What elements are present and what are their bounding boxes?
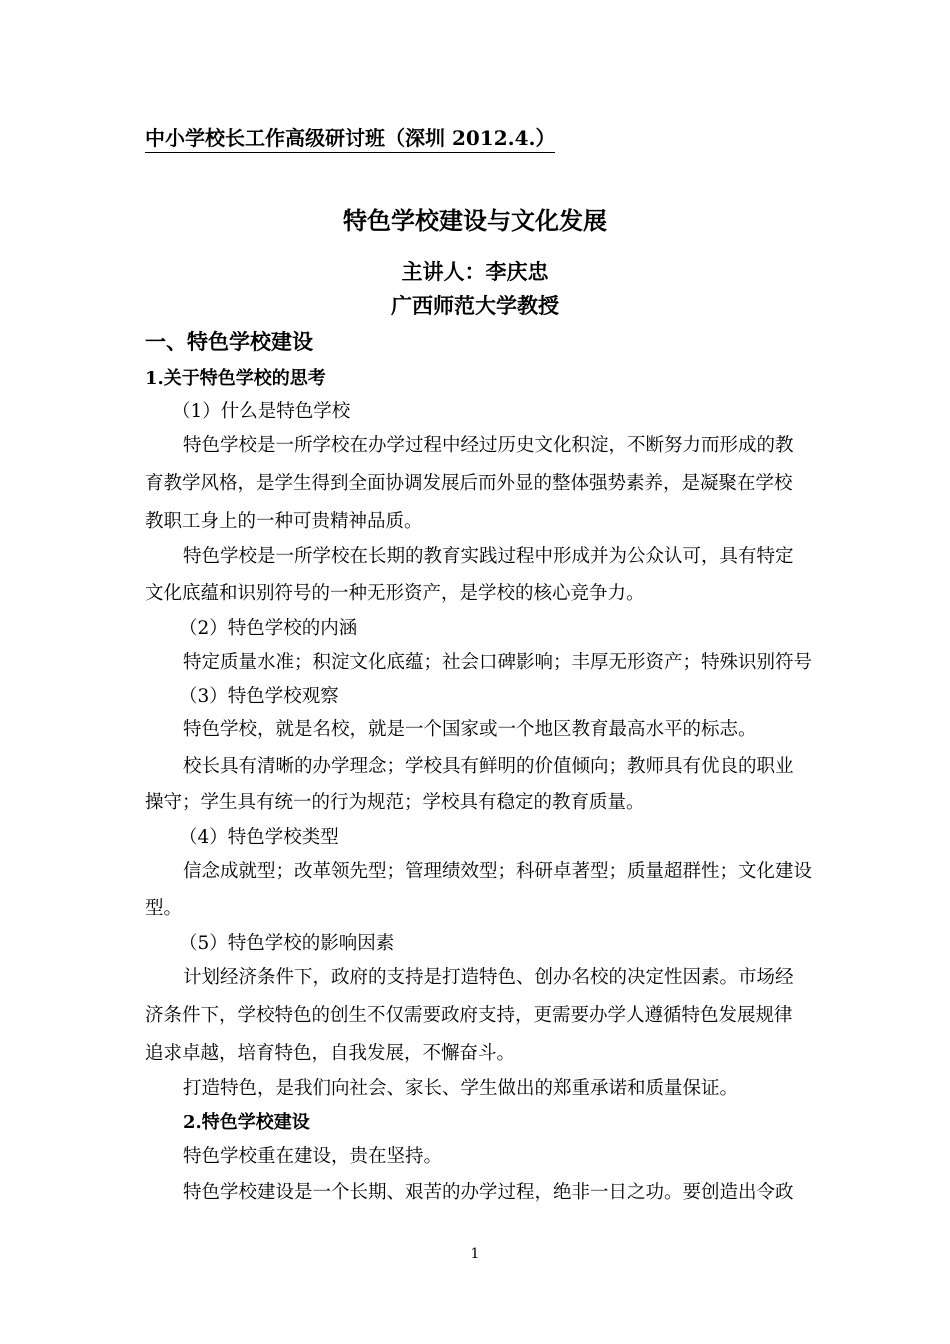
subsection-heading-2: 2.特色学校建设	[183, 1112, 310, 1133]
paragraph-7-line-1: 计划经济条件下，政府的支持是打造特色、创办名校的决定性因素。市场经	[183, 967, 794, 988]
subsection-heading-1: 1.关于特色学校的思考	[145, 368, 326, 389]
speaker-line: 主讲人：李庆忠	[401, 259, 549, 284]
item-heading-2: （2）特色学校的内涵	[179, 618, 358, 639]
paragraph-6-line-1: 信念成就型；改革领先型；管理绩效型；科研卓著型；质量超群性；文化建设	[183, 861, 813, 882]
item-heading-3: （3）特色学校观察	[179, 686, 339, 707]
paragraph-4: 特色学校，就是名校，就是一个国家或一个地区教育最高水平的标志。	[183, 719, 757, 740]
section-heading-1: 一、特色学校建设	[145, 329, 313, 354]
paragraph-1-line-2: 育教学风格，是学生得到全面协调发展后而外显的整体强势素养，是凝聚在学校	[145, 473, 793, 494]
affiliation-line: 广西师范大学教授	[391, 293, 559, 318]
document-title: 特色学校建设与文化发展	[343, 206, 607, 235]
item-heading-4: （4）特色学校类型	[179, 827, 339, 848]
paragraph-2-line-1: 特色学校是一所学校在长期的教育实践过程中形成并为公众认可，具有特定	[183, 546, 794, 567]
paragraph-5-line-1: 校长具有清晰的办学理念；学校具有鲜明的价值倾向；教师具有优良的职业	[183, 756, 794, 777]
seminar-header: 中小学校长工作高级研讨班（深圳 2012.4.）	[145, 126, 555, 153]
paragraph-3: 特定质量水准；积淀文化底蕴；社会口碑影响；丰厚无形资产；特殊识别符号	[183, 652, 813, 673]
item-heading-1: （1）什么是特色学校	[172, 401, 351, 422]
paragraph-6-line-2: 型。	[145, 898, 183, 919]
item-heading-5: （5）特色学校的影响因素	[179, 933, 395, 954]
paragraph-8: 打造特色，是我们向社会、家长、学生做出的郑重承诺和质量保证。	[183, 1078, 739, 1099]
paragraph-5-line-2: 操守；学生具有统一的行为规范；学校具有稳定的教育质量。	[145, 792, 645, 813]
paragraph-7-line-3: 追求卓越，培育特色，自我发展，不懈奋斗。	[145, 1043, 516, 1064]
paragraph-9: 特色学校重在建设，贵在坚持。	[183, 1146, 443, 1167]
paragraph-10: 特色学校建设是一个长期、艰苦的办学过程，绝非一日之功。要创造出令政	[183, 1182, 794, 1203]
page-number: 1	[470, 1246, 480, 1262]
paragraph-2-line-2: 文化底蕴和识别符号的一种无形资产，是学校的核心竞争力。	[145, 583, 645, 604]
paragraph-7-line-2: 济条件下，学校特色的创生不仅需要政府支持，更需要办学人遵循特色发展规律	[145, 1005, 793, 1026]
paragraph-1-line-3: 教职工身上的一种可贵精神品质。	[145, 511, 423, 532]
paragraph-1-line-1: 特色学校是一所学校在办学过程中经过历史文化积淀，不断努力而形成的教	[183, 435, 794, 456]
